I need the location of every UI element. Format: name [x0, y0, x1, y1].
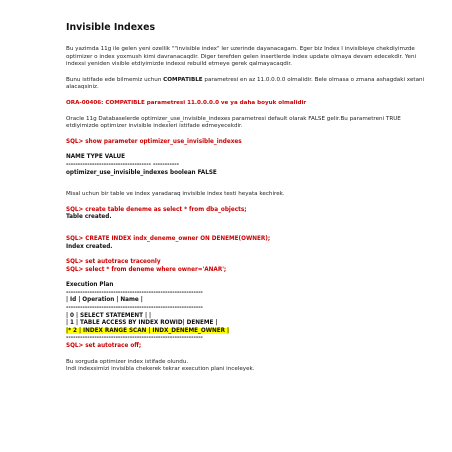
plan-row-1: | 1 | TABLE ACCESS BY INDEX ROWID| DENEME |	[66, 320, 218, 327]
document-page	[66, 22, 426, 374]
plan-row-2-highlight: |* 2 | INDEX RANGE SCAN | INDX_DENEME_OWNER |	[66, 327, 230, 334]
compatible-pre: Bunu istifade ede bilmemiz uchun	[66, 76, 164, 83]
param-divider: ------------------------------------ -----------	[66, 161, 179, 168]
param-header: NAME TYPE VALUE	[66, 154, 126, 161]
show-parameter-command: SQL> show parameter optimizer_use_invisible_indexes	[66, 138, 242, 145]
plan-row-0: | 0 | SELECT STATEMENT | |	[66, 312, 152, 319]
plan-header: | Id | Operation | Name |	[66, 297, 143, 304]
oracle-note: Oracle 11g Databaselerde optimizer_use_invisible_indexes parametresi default olarak FALSE gelir.Bu parametreni TRUE etdiyimizde optimizer invisible indexleri istifade edmeyecekdir.	[66, 115, 403, 130]
plan-heading: Execution Plan	[66, 282, 114, 289]
closing-line-1: Bu sorguda optimizer index istifade olundu.	[66, 358, 189, 365]
create-index-result: Index created.	[66, 243, 113, 250]
compatible-keyword: COMPATIBLE	[163, 76, 203, 83]
document-title: Invisible Indexes	[66, 22, 156, 33]
plan-divider-top: ----------------------------------------------------------	[66, 289, 203, 296]
intro-paragraph: Bu yazimda 11g ile gelen yeni ozellik ""invisible index" ler uzerinde dayanacagam. Eger biz Index I invisibleye chekdiyimzde optimizer o index yoxmush kimi davranacaqdir. Diger terefden gelen insertlerde index update olmaya devam edecekdir. Yeni indexsi yeniden visible etdiyimizde indexsi rebuild etmeye gerek qalmayacaqdir.	[66, 46, 418, 68]
error-line: ORA-00406: COMPATIBLE parametresi 11.0.0.0.0 ve ya daha boyuk olmalidir	[66, 99, 307, 106]
select-query-command: SQL> select * from deneme where owner='ANAR';	[66, 266, 227, 273]
compatible-post: parametresi en az 11.0.0.0.0 olmalidir. Bele olmasa o zmana ashagdaki xetani alacaqsiniz.	[66, 76, 426, 91]
autotrace-on-command: SQL> set autotrace traceonly	[66, 259, 161, 266]
create-table-result: Table created.	[66, 214, 112, 221]
plan-row-2	[66, 328, 426, 336]
plan-divider-mid: ----------------------------------------------------------	[66, 305, 203, 312]
compatible-paragraph	[66, 77, 426, 92]
param-row: optimizer_use_invisible_indexes boolean FALSE	[66, 169, 217, 176]
autotrace-off-command: SQL> set autotrace off;	[66, 343, 142, 350]
closing-line-2: Indi indexsimizi invisibla chekerek tekrar execution plani inceleyek.	[66, 366, 255, 373]
sample-note: Misal uchun bir table ve index yaradaraq invisible index testi heyata kechirek.	[66, 191, 285, 198]
create-index-command: SQL> CREATE INDEX indx_deneme_owner ON DENEME(OWNER);	[66, 235, 271, 242]
plan-divider-bottom: ----------------------------------------------------------	[66, 335, 203, 342]
create-table-command: SQL> create table deneme as select * from dba_objects;	[66, 206, 247, 213]
